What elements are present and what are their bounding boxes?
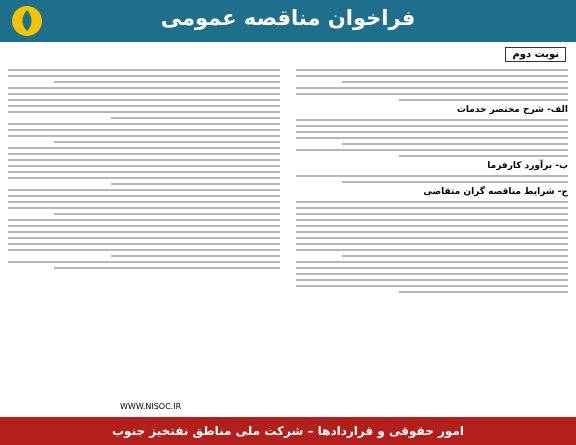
text-line [8, 261, 280, 263]
text-line [8, 207, 280, 209]
text-line [296, 87, 568, 89]
text-line [296, 119, 568, 121]
text-line [8, 201, 280, 203]
text-line [8, 243, 280, 245]
text-line [296, 125, 568, 127]
text-line [8, 111, 280, 113]
text-line [8, 99, 280, 101]
text-line [8, 177, 280, 179]
text-line [296, 273, 568, 275]
text-line [111, 117, 280, 119]
text-line [8, 189, 280, 191]
text-line [296, 75, 568, 77]
text-line [296, 175, 568, 177]
text-line [8, 93, 280, 95]
text-line [399, 155, 568, 157]
text-line [342, 255, 568, 257]
text-line [8, 171, 280, 173]
text-line [8, 69, 280, 71]
section-heading: الف- شرح مختصر خدمات [456, 105, 568, 115]
text-line [296, 149, 568, 151]
footer-text: امور حقوقی و قراردادها – شرکت ملی مناطق نفتخیز جنوب [112, 424, 464, 438]
text-line [296, 131, 568, 133]
page-title: فراخوان مناقصه عمومی [160, 6, 416, 30]
text-line [54, 213, 280, 215]
text-line [296, 137, 568, 139]
notice-header [0, 0, 576, 42]
text-line [296, 261, 568, 263]
website-link[interactable]: WWW.NISOC.IR [120, 402, 182, 411]
text-line [399, 99, 568, 101]
text-line [342, 81, 568, 83]
text-line [8, 195, 280, 197]
text-line [296, 285, 568, 287]
section-heading: ب- برآورد کارفرما [487, 161, 568, 171]
text-line [296, 267, 568, 269]
text-line [8, 159, 280, 161]
text-line [8, 231, 280, 233]
text-line [342, 143, 568, 145]
notice-footer [0, 417, 576, 445]
text-line [8, 87, 280, 89]
stage-badge: نوبت دوم [505, 47, 566, 62]
text-line [8, 165, 280, 167]
text-line [296, 279, 568, 281]
text-line [54, 81, 280, 83]
text-line [8, 237, 280, 239]
text-line [8, 105, 280, 107]
text-line [342, 181, 568, 183]
text-line [8, 147, 280, 149]
text-line [296, 201, 568, 203]
text-line [296, 225, 568, 227]
text-line [399, 291, 568, 293]
body-column-right [296, 66, 568, 396]
section-heading: ج- شرایط مناقصه گران متقاضی [423, 187, 568, 197]
text-line [8, 123, 280, 125]
text-line [296, 231, 568, 233]
body-column-left [8, 66, 280, 396]
text-line [8, 75, 280, 77]
text-line [296, 237, 568, 239]
text-line [8, 129, 280, 131]
text-line [54, 141, 280, 143]
text-line [296, 213, 568, 215]
text-line [296, 219, 568, 221]
text-line [296, 69, 568, 71]
text-line [8, 153, 280, 155]
text-line [111, 183, 280, 185]
text-line [296, 207, 568, 209]
text-line [296, 93, 568, 95]
text-line [8, 135, 280, 137]
text-line [8, 225, 280, 227]
text-line [296, 243, 568, 245]
text-line [8, 249, 280, 251]
text-line [8, 219, 280, 221]
text-line [54, 267, 280, 269]
text-line [296, 249, 568, 251]
text-line [111, 255, 280, 257]
